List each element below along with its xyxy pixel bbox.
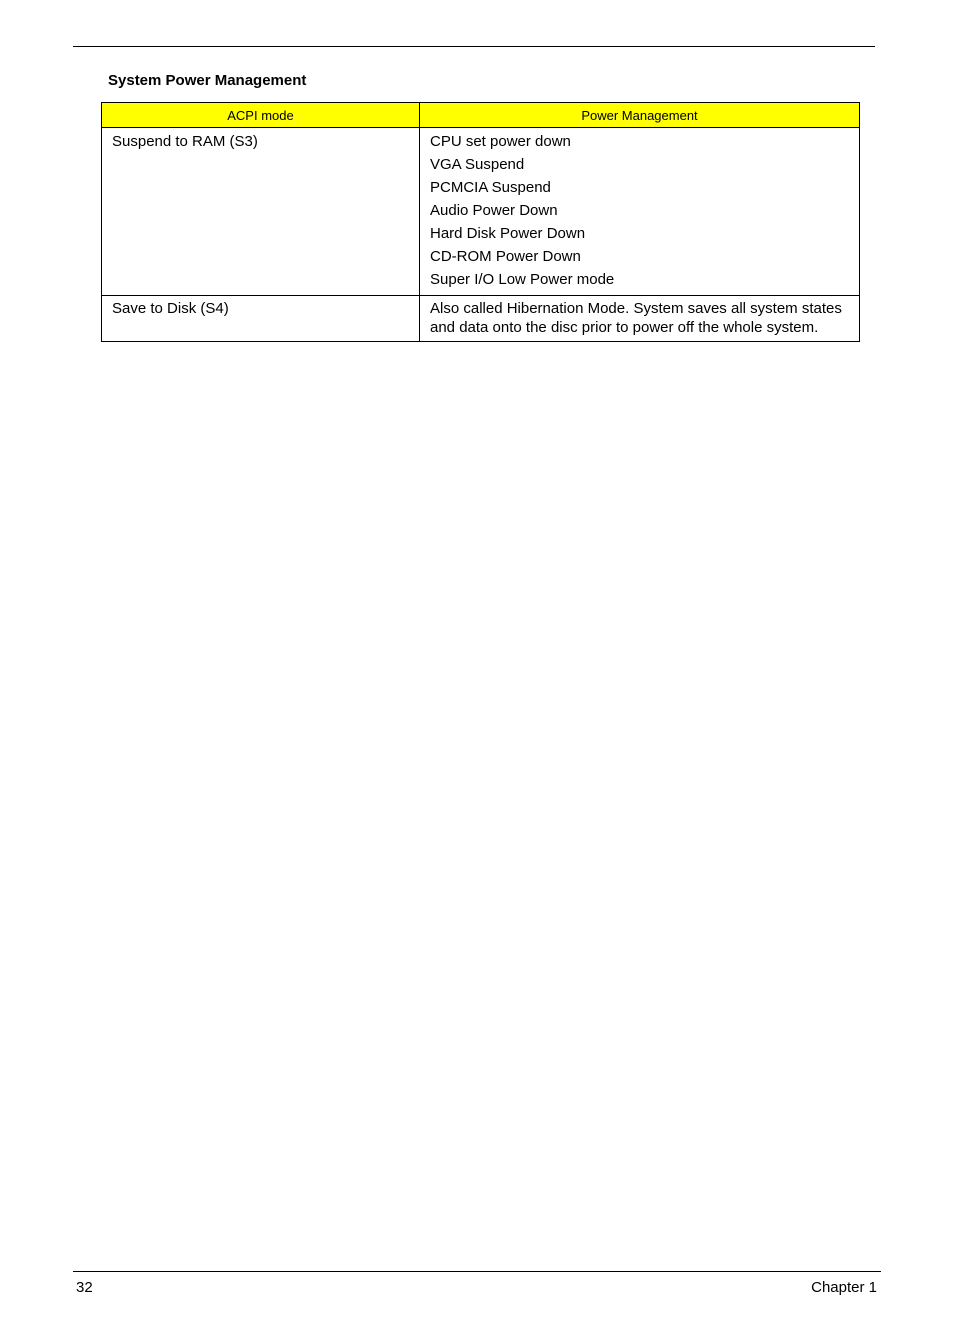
list-item: Super I/O Low Power mode — [430, 271, 615, 288]
column-header-power-management: Power Management — [420, 103, 860, 128]
column-header-acpi-mode: ACPI mode — [102, 103, 420, 128]
list-item: VGA Suspend — [430, 156, 525, 173]
table-cell-mode — [102, 128, 420, 296]
list-item: Hard Disk Power Down — [430, 225, 586, 242]
top-rule — [73, 46, 875, 47]
table-row — [102, 296, 860, 342]
list-item: Audio Power Down — [430, 202, 558, 219]
table-row — [102, 128, 860, 296]
list-item: PCMCIA Suspend — [430, 179, 551, 196]
description-text: Also called Hibernation Mode. System saves all system states and data onto the disc prior to power off the whole system. — [430, 300, 842, 336]
table-header-row — [102, 103, 860, 128]
table-cell-power-management — [420, 296, 860, 342]
chapter-label: Chapter 1 — [811, 1279, 877, 1296]
power-management-table — [101, 102, 860, 342]
table-cell-mode — [102, 296, 420, 342]
list-item: CD-ROM Power Down — [430, 248, 581, 265]
section-title: System Power Management — [108, 72, 307, 89]
list-item: CPU set power down — [430, 133, 571, 150]
mode-text: Save to Disk (S4) — [112, 300, 229, 317]
bottom-rule — [73, 1271, 881, 1272]
page-number: 32 — [76, 1279, 93, 1296]
mode-text: Suspend to RAM (S3) — [112, 133, 258, 150]
table-cell-power-management — [420, 128, 860, 296]
